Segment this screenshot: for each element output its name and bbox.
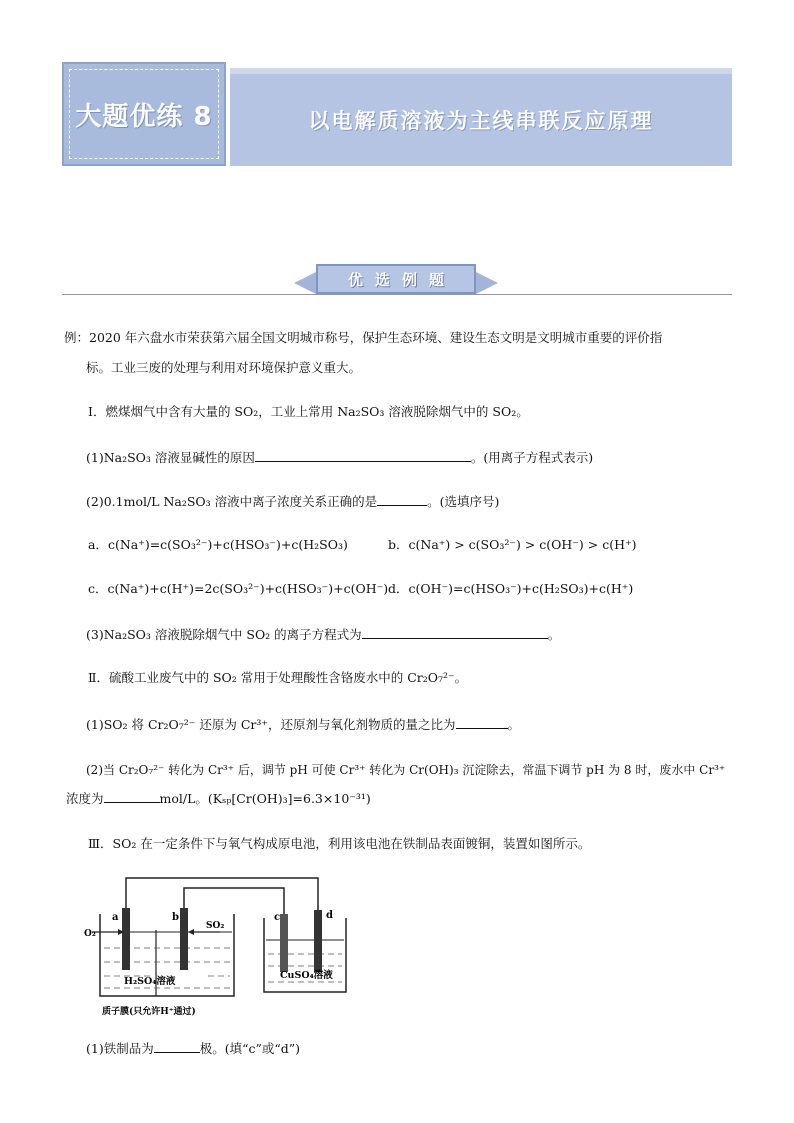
section-wing-left xyxy=(294,272,316,294)
answer-blank[interactable] xyxy=(362,626,548,639)
lesson-badge xyxy=(62,62,226,166)
badge-inner xyxy=(69,69,219,159)
section-header xyxy=(62,258,732,298)
section-label-box xyxy=(316,264,476,294)
question-2-1-text: (1)SO₂ 将 Cr₂O₇²⁻ 还原为 Cr³⁺，还原剂与氧化剂物质的量之比为 xyxy=(86,717,456,732)
label-b: b xyxy=(172,912,179,923)
page-title: 以电解质溶液为主线串联反应原理 xyxy=(308,109,654,133)
answer-blank[interactable] xyxy=(255,449,471,462)
question-1-2-suffix: 。(选填序号) xyxy=(427,494,500,509)
label-a: a xyxy=(112,912,119,923)
intro-line-2: 标。工业三废的处理与利用对环境保护意义重大。 xyxy=(86,360,362,375)
question-1-3 xyxy=(86,626,560,643)
header-banner xyxy=(62,58,732,170)
question-1-2 xyxy=(86,493,499,510)
question-1-2-text: (2)0.1mol/L Na₂SO₃ 溶液中离子浓度关系正确的是 xyxy=(86,494,378,509)
question-2-2-line-2 xyxy=(66,790,371,807)
wire-b-c xyxy=(184,888,284,916)
electrolysis-diagram xyxy=(80,874,380,1022)
label-so2: SO₂ xyxy=(206,921,225,931)
question-1-3-text: (3)Na₂SO₃ 溶液脱除烟气中 SO₂ 的离子方程式为 xyxy=(86,627,362,642)
membrane-label: 质子膜(只允许H⁺通过) xyxy=(102,1007,196,1017)
answer-blank[interactable] xyxy=(456,716,508,729)
part-2-heading: Ⅱ．硫酸工业废气中的 SO₂ 常用于处理酸性含铬废水中的 Cr₂O₇²⁻。 xyxy=(88,670,468,685)
question-1-1 xyxy=(86,449,593,466)
option-c: c．c(Na⁺)+c(H⁺)=2c(SO₃²⁻)+c(HSO₃⁻)+c(OH⁻) xyxy=(88,581,389,596)
option-b: b．c(Na⁺) > c(SO₃²⁻) > c(OH⁻) > c(H⁺) xyxy=(388,537,637,552)
section-divider xyxy=(62,294,732,295)
wire-a-d xyxy=(126,878,318,910)
label-c: c xyxy=(274,912,281,923)
electrode-c xyxy=(280,914,288,972)
question-2-2-text: 浓度为 xyxy=(66,791,104,806)
question-1-1-suffix: 。(用离子方程式表示) xyxy=(470,450,594,465)
question-2-2-suffix: mol/L。(Kₛₚ[Cr(OH)₃]=6.3×10⁻³¹) xyxy=(159,791,371,806)
label-d: d xyxy=(326,910,333,921)
badge-text: 大题优练 8 xyxy=(75,101,213,132)
question-2-1-suffix: 。 xyxy=(507,717,521,732)
section-label: 优选例题 xyxy=(347,270,456,289)
question-3-1-text: (1)铁制品为 xyxy=(86,1041,154,1056)
answer-blank[interactable] xyxy=(154,1040,200,1053)
answer-blank[interactable] xyxy=(377,493,427,506)
option-a: a．c(Na⁺)=c(SO₃²⁻)+c(HSO₃⁻)+c(H₂SO₃) xyxy=(88,537,348,552)
question-3-1-suffix: 极。(填“c”或“d”) xyxy=(199,1041,301,1056)
intro-line-1: 例：2020 年六盘水市荣获第六届全国文明城市称号，保护生态环境、建设生态文明是文明城市重要的评价指 xyxy=(64,330,663,345)
title-bar xyxy=(230,74,732,166)
right-solution-label: CuSO₄溶液 xyxy=(280,970,333,981)
electrode-d xyxy=(314,910,322,972)
question-2-2-line-1: (2)当 Cr₂O₇²⁻ 转化为 Cr³⁺ 后，调节 pH 可使 Cr³⁺ 转化为 Cr(OH)₃ 沉淀除去，常温下调节 pH 为 8 时，废水中 Cr³⁺ xyxy=(86,763,726,777)
question-2-1 xyxy=(86,716,520,733)
left-solution-label: H₂SO₄溶液 xyxy=(124,976,176,987)
question-3-1 xyxy=(86,1040,300,1057)
label-o2: O₂ xyxy=(84,929,96,939)
electrode-a xyxy=(122,908,130,970)
question-1-3-suffix: 。 xyxy=(547,627,561,642)
electrode-b xyxy=(180,908,188,970)
section-wing-right xyxy=(476,272,498,294)
answer-blank[interactable] xyxy=(104,790,160,803)
part-3-heading: Ⅲ．SO₂ 在一定条件下与氧气构成原电池，利用该电池在铁制品表面镀铜，装置如图所示。 xyxy=(88,836,591,851)
option-d: d．c(OH⁻)=c(HSO₃⁻)+c(H₂SO₃)+c(H⁺) xyxy=(388,581,634,596)
part-1-heading: Ⅰ．燃煤烟气中含有大量的 SO₂，工业上常用 Na₂SO₃ 溶液脱除烟气中的 SO₂。 xyxy=(88,404,529,419)
question-1-1-text: (1)Na₂SO₃ 溶液显碱性的原因 xyxy=(86,450,255,465)
